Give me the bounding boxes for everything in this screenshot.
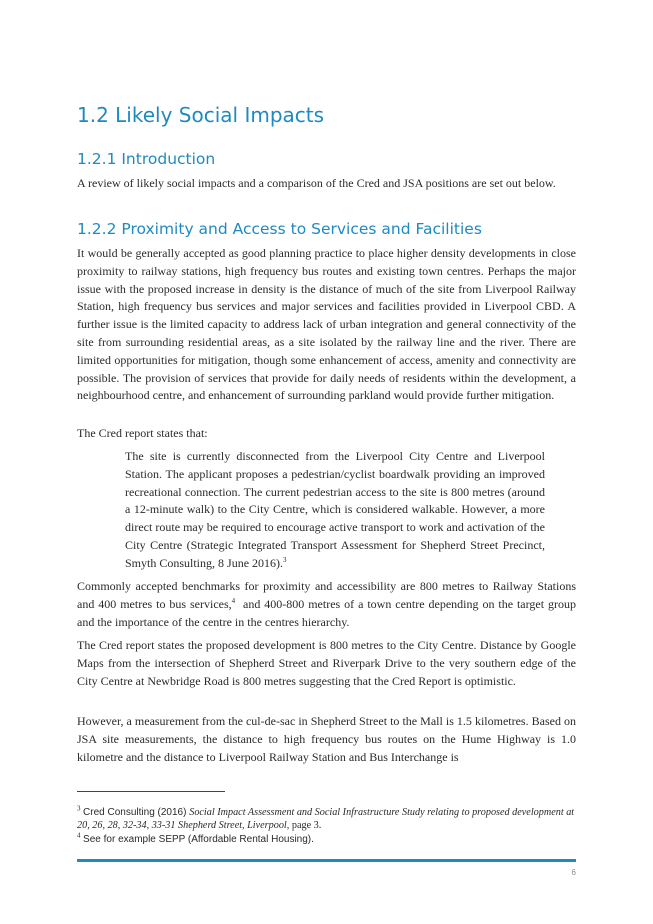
footnote-number: 4: [77, 831, 81, 840]
quote-text: The site is currently disconnected from the Liverpool City Centre and Liverpool Station. The applicant proposes a pedestrian/cyclist boardwalk providing an improved recreational connection. The current pedestrian access to the site is 800 metres (around a 12-minute walk) to the City Centre, which is considered walkable. However, a more direct route may be required to encourage active transport to work and activation of the City Centre (Strategic Integrated Transport Assessment for Shepherd Street Precinct, Smyth Consulting, 8 June 2016).: [125, 449, 545, 570]
footnote-text: See for example SEPP (Affordable Rental Housing).: [83, 834, 314, 845]
footnote-ref-4[interactable]: 4: [231, 596, 236, 605]
footnote-separator: [77, 791, 225, 792]
block-quote: [125, 448, 545, 573]
benchmarks-text-start: Commonly accepted benchmarks for proximity and accessibility are 800 metres to Railway Stations and 400 metres to bus services,: [77, 579, 576, 611]
footnote-3: [77, 806, 576, 832]
footnote-title: Social Impact Assessment and Social Infrastructure Study relating to proposed development at 20, 26, 28, 32-34, 33-31 Shepherd Street, Liverpool: [77, 807, 575, 831]
section-heading: 1.2 Likely Social Impacts: [77, 103, 325, 127]
subsection-heading-proximity: 1.2.2 Proximity and Access to Services and Facilities: [77, 220, 482, 238]
benchmarks-paragraph: [77, 578, 580, 631]
footnote-lead: Cred Consulting (2016): [83, 807, 190, 818]
proximity-paragraph: It would be generally accepted as good planning practice to place higher density developments in close proximity to railway stations, high frequency bus routes and existing town centres. Perhaps the major issue with the proposed increase in density is the distance of much of the site from Liverpool Railway Station, high frequency bus services and major services and facilities provided in Liverpool CBD. A further issue is the limited capacity to address lack of urban integration and general connectivity of the site from surrounding residential areas, as a site isolated by the railway line and the river. There are limited opportunities for mitigation, though some enhancement of access, amenity and connectivity are possible. The provision of services that provide for daily needs of residents within the development, a neighbourhood centre, and enhancement of surrounding parkland would provide further mitigation.: [77, 246, 576, 403]
measurement-paragraph: However, a measurement from the cul-de-sac in Shepherd Street to the Mall is 1.5 kilometres. Based on JSA site measurements, the distance to high frequency bus routes on the Hume Highway is 1.0 kilometre and the distance to Liverpool Railway Station and Bus Interchange is: [77, 714, 576, 764]
subsection-heading-introduction: 1.2.1 Introduction: [77, 150, 216, 168]
cred-report-intro: The Cred report states that:: [77, 426, 208, 440]
page-number: 6: [571, 868, 576, 877]
footnote-ref-3[interactable]: 3: [283, 555, 287, 564]
footer-rule: [77, 859, 576, 862]
footnote-number: 3: [77, 804, 81, 813]
benchmarks-text-end: and 400-800 metres of a town centre depending on the target group and the importance of the centre in the centres hierarchy.: [77, 596, 580, 629]
footnote-4: [77, 833, 576, 846]
distance-paragraph: The Cred report states the proposed development is 800 metres to the City Centre. Distance by Google Maps from the intersection of Shepherd Street and Riverpark Drive to the very southern edge of the City Centre at Newbridge Road is 800 metres suggesting that the Cred Report is optimistic.: [77, 638, 576, 688]
introduction-paragraph: A review of likely social impacts and a comparison of the Cred and JSA positions are set out below.: [77, 176, 556, 190]
footnote-tail: , page 3.: [286, 820, 322, 831]
